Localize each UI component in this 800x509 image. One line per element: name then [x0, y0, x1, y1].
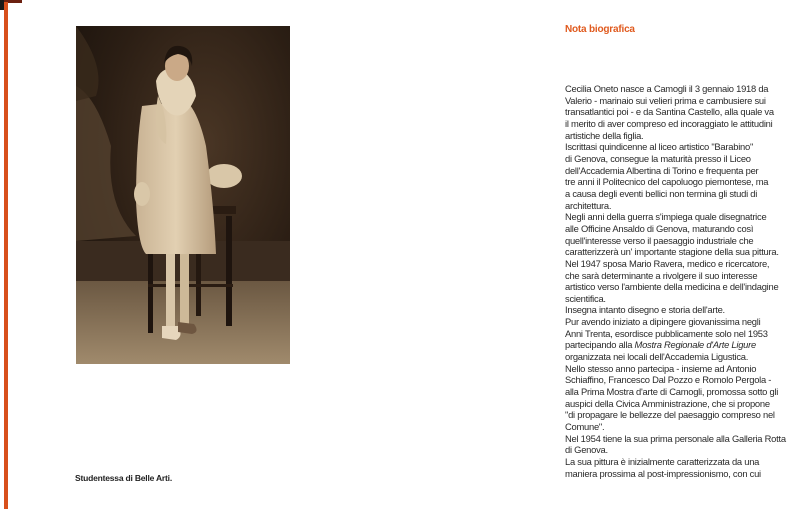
- text-line: architettura.: [565, 199, 612, 211]
- exhibition-title: Mostra Regionale d'Arte Ligure: [634, 339, 756, 351]
- section-heading: Nota biografica: [565, 24, 635, 35]
- text-line: Pur avendo iniziato a dipingere giovanissima negli: [565, 316, 761, 328]
- text-line-mostra: [565, 339, 787, 351]
- portrait-photo: [76, 26, 290, 364]
- text-line: Anni Trenta, esordisce pubblicamente solo nel 1953: [565, 327, 768, 339]
- text-line: artistico verso l'ambiente della medicina e dell'indagine: [565, 281, 779, 293]
- text-line: scientifica.: [565, 292, 606, 304]
- text-line: La sua pittura è inizialmente caratterizzata da una: [565, 456, 760, 467]
- portrait-illustration: [76, 26, 290, 364]
- biography-text: [565, 83, 787, 479]
- text-line: maniera prossima al post-impressionismo, con cui: [565, 467, 761, 479]
- text-fragment: partecipando alla: [565, 339, 635, 351]
- text-line: Valerio - marinaio sui velieri prima e cambusiere sui: [565, 94, 766, 106]
- text-line: Insegna intanto disegno e storia dell'arte.: [565, 304, 725, 316]
- text-line: "di propagare le bellezze del paesaggio compreso nel: [565, 409, 775, 421]
- text-line: alle Officine Ansaldo di Genova, maturando così: [565, 222, 754, 234]
- text-line: quell'interesse verso il paesaggio industriale che: [565, 234, 754, 246]
- text-line: alla Prima Mostra d'arte di Camogli, promossa sotto gli: [565, 386, 779, 398]
- text-line: Nel 1954 tiene la sua prima personale alla Galleria Rotta: [565, 432, 786, 444]
- text-line: tre anni il Politecnico del capoluogo piemontese, ma: [565, 176, 769, 188]
- text-line: il merito di aver compreso ed incoraggiato le attitudini: [565, 117, 773, 129]
- text-line: di Genova, consegue la maturità presso il Liceo: [565, 152, 751, 164]
- text-line: Nello stesso anno partecipa - insieme ad Antonio: [565, 362, 757, 374]
- text-line: auspici della Civica Amministrazione, che si propone: [565, 397, 770, 409]
- text-line: organizzata nei locali dell'Accademia Ligustica.: [565, 351, 749, 363]
- text-line: Negli anni della guerra s'impiega quale disegnatrice: [565, 211, 767, 223]
- text-line: di Genova.: [565, 444, 608, 456]
- text-line: che sarà determinante a rivolgere il suo interesse: [565, 269, 758, 281]
- photo-caption: Studentessa di Belle Arti.: [75, 473, 172, 483]
- text-line: Nel 1947 sposa Mario Ravera, medico e ricercatore,: [565, 257, 770, 269]
- text-line: dell'Accademia Albertina di Torino e frequenta per: [565, 164, 759, 176]
- text-line: transatlantici poi - e da Santina Castello, alla quale va: [565, 106, 774, 118]
- text-line: Schiaffino, Francesco Dal Pozzo e Romolo Pergola -: [565, 374, 772, 386]
- text-line: caratterizzerà un' importante stagione della sua pittura.: [565, 246, 779, 258]
- text-line: Iscrittasi quindicenne al liceo artistico "Barabino": [565, 141, 754, 153]
- text-line: Cecilia Oneto nasce a Camogli il 3 gennaio 1918 da: [565, 83, 769, 94]
- orange-vertical-rule: [4, 2, 8, 509]
- text-line: Comune".: [565, 421, 605, 433]
- text-line: artistiche della figlia.: [565, 129, 644, 141]
- text-line: a causa degli eventi bellici non termina gli studi di: [565, 187, 758, 199]
